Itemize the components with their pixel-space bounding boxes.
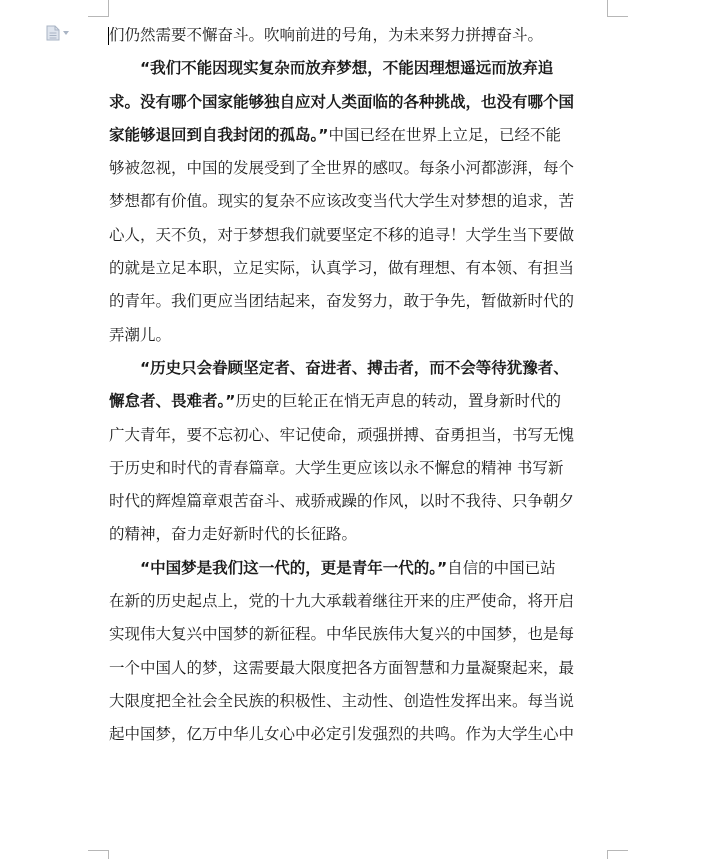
text-line [109,652,609,685]
body-text: 够被忽视，中国的发展受到了全世界的感叹。每条小河都澎湃，每个 [109,159,575,178]
text-line [109,19,609,52]
body-text: 的就是立足本职，立足实际，认真学习，做有理想、有本领、有担当 [109,259,575,278]
bold-quote-text: “中国梦是我们这一代的，更是青年一代的。” [140,558,448,577]
text-line [109,618,609,651]
body-text: 于历史和时代的青春篇章。大学生更应该以永不懈怠的精神 书写新 [109,458,564,477]
text-line [109,285,609,318]
chevron-down-icon [63,31,69,35]
body-text: 时代的辉煌篇章艰苦奋斗、戒骄戒躁的作风，以时不我待、只争朝夕 [109,492,575,511]
text-line [109,219,609,252]
body-text: 的青年。我们更应当团结起来，奋发努力，敢于争先，暂做新时代的 [109,292,575,311]
text-line [109,685,609,718]
text-line [109,52,609,85]
text-line [109,385,609,418]
body-text: 自信的中国已站 [447,558,556,577]
text-line [109,452,609,485]
document-icon [46,25,60,41]
body-text: 大限度把全社会全民族的积极性、主动性、创造性发挥出来。每当说 [109,691,575,710]
body-text: 在新的历史起点上，党的十九大承载着继往开来的庄严使命，将开启 [109,592,575,611]
text-line [109,86,609,119]
text-line [109,585,609,618]
bold-quote-text: “我们不能因现实复杂而放弃梦想，不能因理想遥远而放弃追 [140,59,554,78]
crop-mark-top-right [607,0,628,17]
text-line [109,518,609,551]
body-text: 弄潮儿。 [109,325,172,344]
text-line [109,185,609,218]
bold-quote-text: “历史只会眷顾坚定者、奋进者、搏击者，而不会等待犹豫者、 [140,358,569,377]
text-line [109,252,609,285]
body-text: 实现伟大复兴中国梦的新征程。中华民族伟大复兴的中国梦，也是每 [109,625,575,644]
body-text: 起中国梦，亿万中华儿女心中必定引发强烈的共鸣。作为大学生心中 [109,725,575,744]
body-text: 一个中国人的梦，这需要最大限度把各方面智慧和力量凝聚起来，最 [109,658,575,677]
document-body[interactable] [109,19,609,752]
body-text: 中国已经在世界上立足，已经不能 [328,125,561,144]
text-line [109,119,609,152]
bold-quote-text: 求。没有哪个国家能够独自应对人类面临的各种挑战，也没有哪个国 [109,92,575,111]
text-line [109,718,609,751]
crop-mark-top-left [88,0,109,17]
text-line [109,552,609,585]
bold-quote-text: 家能够退回到自我封闭的孤岛。” [109,125,329,144]
body-text: 们仍然需要不懈奋斗。吹响前进的号角，为未来努力拼搏奋斗。 [109,26,544,44]
bold-quote-text: 懈怠者、畏难者。” [109,392,236,411]
text-line [109,152,609,185]
text-line [109,419,609,452]
body-text: 广大青年，要不忘初心、牢记使命，顽强拼搏、奋勇担当，书写无愧 [109,425,575,444]
text-line [109,485,609,518]
body-text: 历史的巨轮正在悄无声息的转动，置身新时代的 [235,392,561,411]
text-line [109,319,609,352]
paragraph-menu-button[interactable] [46,24,76,42]
text-line [109,352,609,385]
body-text: 的精神，奋力走好新时代的长征路。 [109,525,358,544]
body-text: 梦想都有价值。现实的复杂不应该改变当代大学生对梦想的追求，苦 [109,192,575,211]
body-text: 心人，天不负，对于梦想我们就要坚定不移的追寻！大学生当下要做 [109,225,575,244]
